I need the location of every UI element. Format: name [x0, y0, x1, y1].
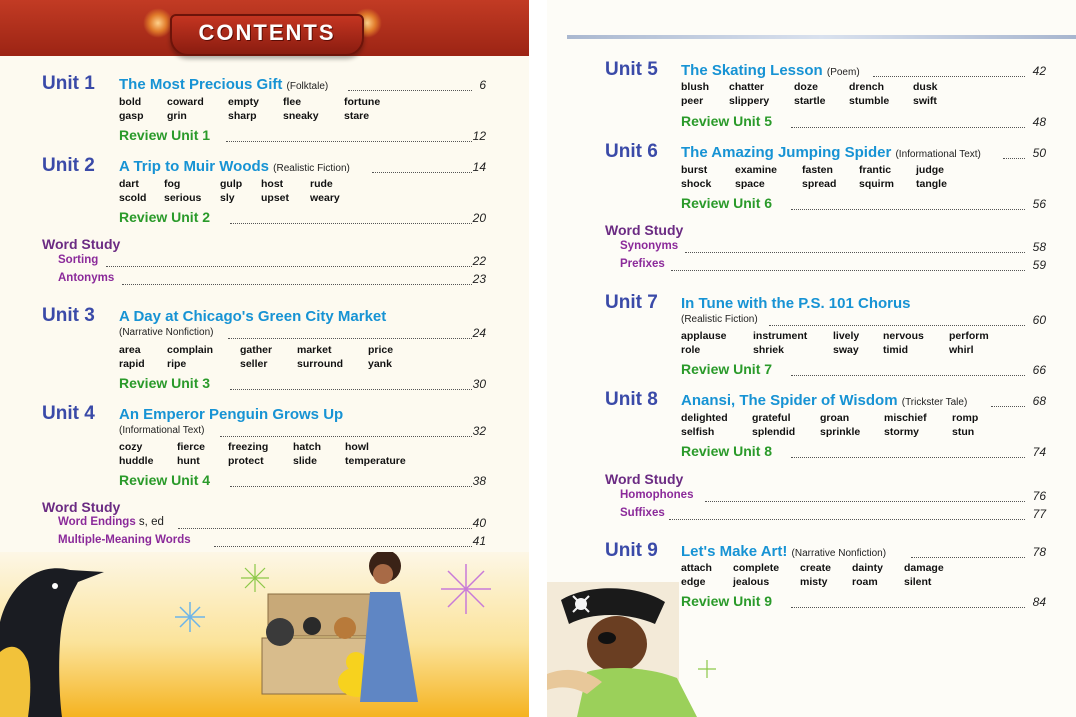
vocab-word: fierce	[177, 441, 206, 453]
page-number: 24	[472, 326, 486, 340]
unit-label: Unit 7	[605, 292, 658, 313]
page-number: 30	[472, 377, 486, 391]
word-study-item[interactable]: Suffixes	[620, 507, 665, 519]
vocab-word: grateful	[752, 412, 791, 424]
vocab-word: huddle	[119, 455, 154, 467]
page-number: 84	[1032, 595, 1046, 609]
vocab-word: dusk	[913, 81, 938, 93]
unit-genre: (Informational Text)	[119, 425, 205, 436]
vocab-word: area	[119, 344, 141, 356]
vocab-word: hatch	[293, 441, 322, 453]
vocab-word: temperature	[345, 455, 406, 467]
unit-title-text: A Trip to Muir Woods	[119, 158, 269, 175]
vocab-word: space	[735, 178, 765, 190]
vocab-word: howl	[345, 441, 369, 453]
vocab-word: sharp	[228, 110, 257, 122]
page-number: 68	[1032, 394, 1046, 408]
vocab-word: perform	[949, 330, 989, 342]
vocab-word: gulp	[220, 178, 243, 190]
page-number: 20	[472, 211, 486, 225]
vocab-word: chatter	[729, 81, 765, 93]
vocab-word: sly	[220, 192, 235, 204]
top-edge-decoration	[567, 35, 1076, 39]
vocab-word: instrument	[753, 330, 808, 342]
vocab-word: examine	[735, 164, 778, 176]
unit-genre: (Trickster Tale)	[901, 397, 968, 408]
vocab-word: mischief	[884, 412, 927, 424]
sparkle-icon	[441, 564, 491, 614]
vocab-word: slippery	[729, 95, 770, 107]
vocab-word: stormy	[884, 426, 920, 438]
vocab-word: squirm	[859, 178, 895, 190]
unit-label: Unit 4	[42, 403, 95, 424]
unit-title[interactable]: An Emperor Penguin Grows Up	[119, 406, 344, 423]
review-link[interactable]: Review Unit 8	[681, 443, 773, 459]
vocab-word: gasp	[119, 110, 144, 122]
vocab-word: fog	[164, 178, 181, 190]
review-link[interactable]: Review Unit 9	[681, 593, 773, 609]
vocab-word: shock	[681, 178, 712, 190]
vocab-word: host	[261, 178, 284, 190]
vocab-word: delighted	[681, 412, 728, 424]
vocab-word: damage	[904, 562, 944, 574]
vocab-word: frantic	[859, 164, 892, 176]
page-number: 48	[1032, 115, 1046, 129]
review-link[interactable]: Review Unit 2	[119, 209, 211, 225]
page-number: 12	[472, 129, 486, 143]
page-number: 56	[1032, 197, 1046, 211]
vocab-word: dainty	[852, 562, 883, 574]
page-number: 59	[1032, 258, 1046, 272]
unit-title-text: Anansi, The Spider of Wisdom	[681, 392, 898, 409]
unit-genre: (Folktale)	[286, 81, 329, 92]
sparkle-icon	[143, 8, 173, 38]
page-number: 22	[472, 254, 486, 268]
boy-face	[587, 616, 647, 672]
vocab-word: protect	[228, 455, 264, 467]
page-number: 6	[479, 78, 486, 92]
dot-leader	[911, 556, 1025, 558]
dot-leader	[685, 251, 1025, 253]
vocab-word: applause	[681, 330, 727, 342]
vocab-word: complete	[733, 562, 780, 574]
vocab-word: fortune	[344, 96, 381, 108]
vocab-word: yank	[368, 358, 392, 370]
unit-genre: (Narrative Nonfiction)	[119, 327, 214, 338]
vocab-word: empty	[228, 96, 259, 108]
unit-genre: (Informational Text)	[895, 149, 981, 160]
dot-leader	[372, 171, 472, 173]
word-study-title: Word Study	[42, 236, 121, 252]
vocab-word: attach	[681, 562, 712, 574]
review-link[interactable]: Review Unit 1	[119, 127, 211, 143]
page-number: 14	[472, 160, 486, 174]
penguin-girl-illustration	[0, 552, 529, 717]
vocab-word: judge	[916, 164, 944, 176]
unit-title[interactable]: A Day at Chicago's Green City Market	[119, 308, 387, 325]
dot-leader	[230, 222, 472, 224]
word-study-item[interactable]: Antonyms	[58, 272, 115, 284]
page-number: 38	[472, 474, 486, 488]
vocab-word: sprinkle	[820, 426, 861, 438]
word-study-item[interactable]: Homophones	[620, 489, 694, 501]
vocab-word: fasten	[802, 164, 833, 176]
dot-leader	[671, 269, 1025, 271]
unit-genre: (Narrative Nonfiction)	[791, 548, 887, 559]
word-study-item[interactable]: Synonyms	[620, 240, 679, 252]
unit-title-text: The Most Precious Gift	[119, 76, 283, 93]
dot-leader	[220, 435, 472, 437]
word-study-title: Word Study	[605, 222, 684, 238]
dot-leader	[669, 518, 1025, 520]
vocab-word: role	[681, 344, 701, 356]
dot-leader	[991, 405, 1025, 407]
vocab-word: burst	[681, 164, 708, 176]
vocab-word: coward	[167, 96, 204, 108]
unit-title[interactable]	[681, 392, 967, 409]
unit-title-text: The Skating Lesson	[681, 62, 823, 79]
vocab-word: dart	[119, 178, 139, 190]
vocab-word: jealous	[733, 576, 770, 588]
dot-leader	[178, 527, 472, 529]
vocab-word: lively	[833, 330, 860, 342]
dot-leader	[791, 374, 1025, 376]
unit-label: Unit 9	[605, 540, 658, 561]
unit-label: Unit 2	[42, 155, 95, 176]
vocab-word: rapid	[119, 358, 145, 370]
word-study-title: Word Study	[42, 499, 121, 515]
vocab-word: rude	[310, 178, 333, 190]
unit-title[interactable]: In Tune with the P.S. 101 Chorus	[681, 295, 911, 312]
unit-label: Unit 8	[605, 389, 658, 410]
dot-leader	[348, 89, 472, 91]
dot-leader	[214, 545, 472, 547]
dot-leader	[791, 456, 1025, 458]
vocab-word: scold	[119, 192, 147, 204]
sparkle-icon	[698, 660, 716, 678]
vocab-word: shriek	[753, 344, 784, 356]
vocab-word: nervous	[883, 330, 924, 342]
pirate-boy-illustration	[547, 582, 717, 717]
dot-leader	[122, 283, 472, 285]
vocab-word: gather	[240, 344, 273, 356]
eye-patch-icon	[598, 632, 616, 644]
page-number: 32	[472, 424, 486, 438]
dot-leader	[228, 337, 472, 339]
vocab-word: tangle	[916, 178, 947, 190]
unit-title[interactable]	[119, 158, 350, 175]
right-page	[547, 0, 1076, 717]
vocab-word: complain	[167, 344, 214, 356]
vocab-word: misty	[800, 576, 828, 588]
vocab-word: splendid	[752, 426, 796, 438]
vocab-word: market	[297, 344, 332, 356]
unit-genre: (Realistic Fiction)	[273, 163, 350, 174]
vocab-word: freezing	[228, 441, 269, 453]
dot-leader	[230, 485, 472, 487]
vocab-word: silent	[904, 576, 932, 588]
dot-leader	[106, 265, 472, 267]
vocab-word: seller	[240, 358, 268, 370]
word-study-title: Word Study	[605, 471, 684, 487]
vocab-word: stumble	[849, 95, 890, 107]
word-study-item[interactable]: Multiple-Meaning Words	[58, 534, 191, 546]
unit-title[interactable]	[119, 76, 328, 93]
page-number: 50	[1032, 146, 1046, 160]
review-link[interactable]: Review Unit 5	[681, 113, 773, 129]
page-number: 41	[472, 534, 486, 548]
unit-title[interactable]	[681, 543, 886, 560]
dot-leader	[769, 324, 1025, 326]
review-link[interactable]: Review Unit 6	[681, 195, 773, 211]
vocab-word: timid	[883, 344, 909, 356]
vocab-word: serious	[164, 192, 202, 204]
page-number: 76	[1032, 489, 1046, 503]
vocab-word: hunt	[177, 455, 200, 467]
vocab-word: roam	[852, 576, 878, 588]
unit-title-text: Let's Make Art!	[681, 543, 788, 560]
unit-title[interactable]	[681, 62, 860, 79]
unit-label: Unit 1	[42, 73, 95, 94]
vocab-word: stun	[952, 426, 975, 438]
unit-title[interactable]	[681, 144, 981, 161]
page-number: 78	[1032, 545, 1046, 559]
dot-leader	[791, 606, 1025, 608]
page-number: 60	[1032, 313, 1046, 327]
vocab-word: doze	[794, 81, 818, 93]
vocab-word: slide	[293, 455, 317, 467]
left-page	[0, 0, 529, 717]
vocab-word: sneaky	[283, 110, 319, 122]
page-number: 42	[1032, 64, 1046, 78]
vocab-word: drench	[849, 81, 885, 93]
dot-leader	[705, 500, 1025, 502]
page-gutter	[529, 0, 547, 717]
vocab-word: swift	[913, 95, 937, 107]
unit-label: Unit 3	[42, 305, 95, 326]
vocab-word: spread	[802, 178, 837, 190]
vocab-word: surround	[297, 358, 344, 370]
contents-title: CONTENTS	[198, 20, 336, 45]
word-study-item[interactable]	[58, 516, 164, 528]
unit-genre: (Realistic Fiction)	[681, 314, 758, 325]
page-number: 74	[1032, 445, 1046, 459]
unit-label: Unit 6	[605, 141, 658, 162]
unit-label: Unit 5	[605, 59, 658, 80]
dot-leader	[791, 208, 1025, 210]
word-study-item[interactable]: Prefixes	[620, 258, 665, 270]
review-link[interactable]: Review Unit 4	[119, 472, 211, 488]
word-study-item-suffix: s, ed	[135, 516, 164, 528]
vocab-word: upset	[261, 192, 290, 204]
dot-leader	[230, 388, 472, 390]
vocab-word: cozy	[119, 441, 143, 453]
vocab-word: sway	[833, 344, 859, 356]
vocab-word: peer	[681, 95, 704, 107]
vocab-word: stare	[344, 110, 370, 122]
dot-leader	[226, 140, 472, 142]
vocab-word: weary	[310, 192, 340, 204]
vocab-word: flee	[283, 96, 302, 108]
vocab-word: whirl	[949, 344, 974, 356]
vocab-word: bold	[119, 96, 142, 108]
vocab-word: startle	[794, 95, 826, 107]
vocab-word: romp	[952, 412, 979, 424]
vocab-word: ripe	[167, 358, 187, 370]
review-link[interactable]: Review Unit 3	[119, 375, 211, 391]
dot-leader	[873, 75, 1025, 77]
sparkle-icon	[241, 564, 269, 592]
page-number: 58	[1032, 240, 1046, 254]
dot-leader	[791, 126, 1025, 128]
unit-genre: (Poem)	[826, 67, 860, 78]
vocab-word: blush	[681, 81, 709, 93]
vocab-word: create	[800, 562, 831, 574]
vocab-word: grin	[167, 110, 187, 122]
vocab-word: edge	[681, 576, 706, 588]
page-number: 40	[472, 516, 486, 530]
page-number: 23	[472, 272, 486, 286]
vocab-word: selfish	[681, 426, 715, 438]
page-number: 77	[1032, 507, 1046, 521]
review-link[interactable]: Review Unit 7	[681, 361, 773, 377]
word-study-item[interactable]: Sorting	[58, 254, 99, 266]
vocab-word: price	[368, 344, 394, 356]
word-study-item-label: Word Endings	[58, 516, 136, 528]
vocab-word: groan	[820, 412, 850, 424]
unit-title-text: The Amazing Jumping Spider	[681, 144, 892, 161]
page-number: 66	[1032, 363, 1046, 377]
